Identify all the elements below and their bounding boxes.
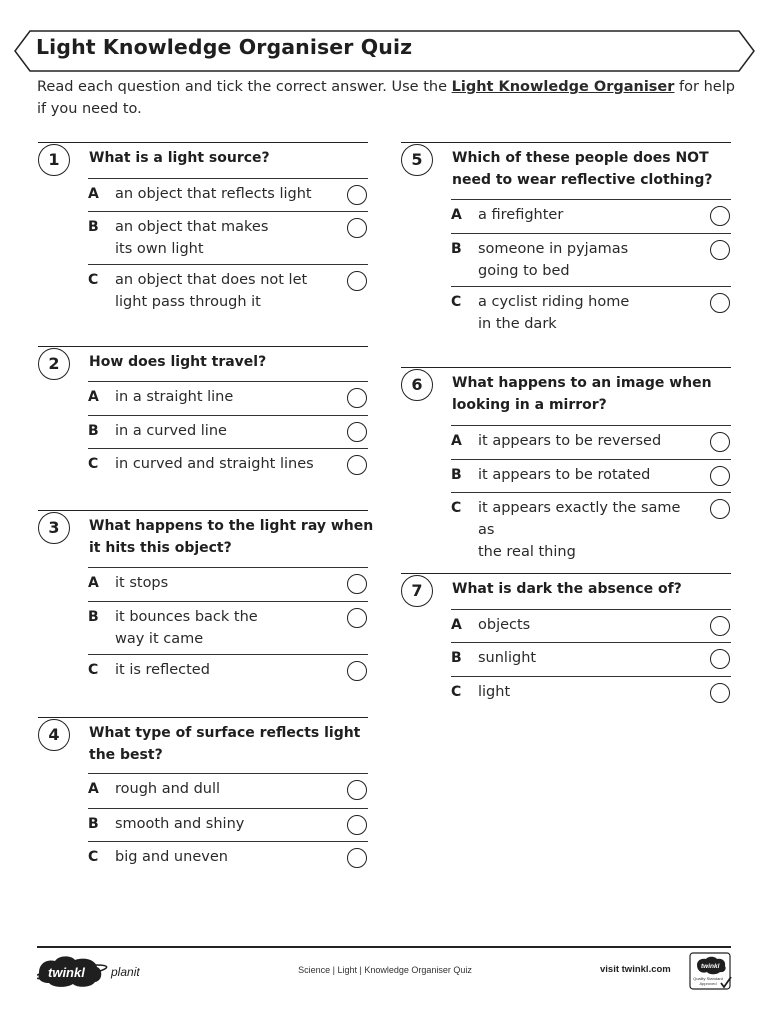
question-top-rule: [401, 573, 731, 574]
tick-circle[interactable]: [710, 616, 730, 636]
answer-option-a: [88, 567, 368, 591]
tick-circle[interactable]: [347, 661, 367, 681]
answer-letter: C: [451, 500, 462, 516]
answer-letter: A: [88, 781, 99, 797]
answer-option-a: [88, 773, 368, 797]
question-number: 1: [38, 144, 70, 176]
answer-option-a: [88, 178, 368, 202]
answer-letter: C: [88, 456, 99, 472]
tick-circle[interactable]: [710, 466, 730, 486]
badge-logo-text: twinkl: [701, 963, 720, 970]
question-number: 4: [38, 719, 70, 751]
answer-option-a: [451, 609, 731, 633]
intro-before: Read each question and tick the correct answer. Use the: [37, 79, 452, 95]
question-top-rule: [401, 142, 731, 143]
answer-text: a cyclist riding home in the dark: [478, 294, 630, 332]
question-number: 2: [38, 348, 70, 380]
answer-text: objects: [478, 617, 531, 633]
answer-letter: A: [88, 389, 99, 405]
answer-text: it appears exactly the same as the real thing: [478, 500, 681, 560]
answer-text: it stops: [115, 575, 169, 591]
question-number: 6: [401, 369, 433, 401]
answer-option-c: [451, 676, 731, 700]
answer-text: an object that makes its own light: [115, 219, 269, 257]
question-number: 7: [401, 575, 433, 607]
footer-divider: [37, 946, 731, 948]
answer-option-c: [451, 492, 731, 560]
answer-text: light: [478, 684, 511, 700]
answer-letter: A: [451, 617, 462, 633]
answer-text: a firefighter: [478, 207, 564, 223]
tick-circle[interactable]: [710, 683, 730, 703]
answer-letter: C: [88, 662, 99, 678]
answer-letter: B: [88, 816, 99, 832]
answer-text: smooth and shiny: [115, 816, 245, 832]
answer-letter: B: [451, 241, 462, 257]
tick-circle[interactable]: [347, 185, 367, 205]
tick-circle[interactable]: [347, 574, 367, 594]
question-top-rule: [38, 510, 368, 511]
question-number: 3: [38, 512, 70, 544]
answer-text: it is reflected: [115, 662, 210, 678]
answer-letter: B: [451, 467, 462, 483]
answer-text: in a curved line: [115, 423, 227, 439]
answer-text: someone in pyjamas going to bed: [478, 241, 629, 279]
answer-text: big and uneven: [115, 849, 228, 865]
question-text: What type of surface reflects light the best?: [89, 725, 361, 763]
intro-text: [37, 76, 737, 120]
twinkl-logo-text: twinkl: [48, 965, 85, 980]
tick-circle[interactable]: [347, 422, 367, 442]
question-top-rule: [38, 346, 368, 347]
question-number: 5: [401, 144, 433, 176]
badge-text: Quality Standard Approved: [693, 976, 723, 986]
question-text: How does light travel?: [89, 354, 267, 370]
answer-option-b: [88, 601, 368, 647]
answer-option-b: [88, 415, 368, 439]
tick-circle[interactable]: [710, 206, 730, 226]
answer-text: it bounces back the way it came: [115, 609, 258, 647]
answer-option-b: [451, 233, 731, 279]
answer-option-b: [88, 808, 368, 832]
answer-text: it appears to be reversed: [478, 433, 662, 449]
footer-visit-link[interactable]: visit twinkl.com: [600, 964, 671, 975]
question-text: What happens to the light ray when it hits this object?: [89, 518, 374, 556]
answer-option-c: [88, 264, 368, 310]
title-banner: [14, 30, 756, 72]
answer-letter: A: [451, 433, 462, 449]
quality-badge: [689, 952, 733, 996]
tick-circle[interactable]: [347, 848, 367, 868]
tick-circle[interactable]: [710, 499, 730, 519]
answer-letter: C: [451, 294, 462, 310]
answer-text: in curved and straight lines: [115, 456, 314, 472]
tick-circle[interactable]: [347, 608, 367, 628]
answer-option-a: [451, 425, 731, 449]
tick-circle[interactable]: [710, 649, 730, 669]
planit-text: planit: [111, 965, 140, 979]
tick-circle[interactable]: [347, 815, 367, 835]
answer-option-b: [451, 459, 731, 483]
answer-option-b: [88, 211, 368, 257]
tick-circle[interactable]: [710, 432, 730, 452]
answer-option-a: [451, 199, 731, 223]
tick-circle[interactable]: [710, 293, 730, 313]
answer-letter: B: [88, 609, 99, 625]
tick-circle[interactable]: [347, 388, 367, 408]
question-top-rule: [38, 717, 368, 718]
tick-circle[interactable]: [347, 455, 367, 475]
twinkl-planit-logo: [37, 955, 167, 993]
answer-letter: C: [88, 272, 99, 288]
question-text: Which of these people does NOT need to wear reflective clothing?: [452, 150, 713, 188]
answer-letter: A: [451, 207, 462, 223]
question-text: What is a light source?: [89, 150, 270, 166]
answer-option-c: [451, 286, 731, 332]
answer-option-a: [88, 381, 368, 405]
knowledge-organiser-link[interactable]: Light Knowledge Organiser: [451, 79, 675, 95]
answer-text: in a straight line: [115, 389, 234, 405]
tick-circle[interactable]: [347, 271, 367, 291]
tick-circle[interactable]: [347, 218, 367, 238]
page-title: Light Knowledge Organiser Quiz: [36, 35, 413, 59]
answer-letter: C: [88, 849, 99, 865]
answer-text: it appears to be rotated: [478, 467, 651, 483]
tick-circle[interactable]: [710, 240, 730, 260]
answer-text: sunlight: [478, 650, 537, 666]
question-text: What is dark the absence of?: [452, 581, 682, 597]
answer-text: an object that does not let light pass through it: [115, 272, 308, 310]
answer-letter: B: [88, 423, 99, 439]
answer-option-c: [88, 448, 368, 472]
answer-letter: B: [451, 650, 462, 666]
answer-option-c: [88, 654, 368, 678]
question-top-rule: [401, 367, 731, 368]
question-top-rule: [38, 142, 368, 143]
answer-letter: A: [88, 575, 99, 591]
answer-letter: B: [88, 219, 99, 235]
question-text: What happens to an image when looking in a mirror?: [452, 375, 712, 413]
answer-letter: C: [451, 684, 462, 700]
answer-letter: A: [88, 186, 99, 202]
answer-option-b: [451, 642, 731, 666]
answer-option-c: [88, 841, 368, 865]
footer-subject: Science | Light | Knowledge Organiser Quiz: [298, 965, 472, 975]
answer-text: an object that reflects light: [115, 186, 312, 202]
answer-text: rough and dull: [115, 781, 221, 797]
tick-circle[interactable]: [347, 780, 367, 800]
intro-after: for help if you need to.: [37, 79, 735, 117]
